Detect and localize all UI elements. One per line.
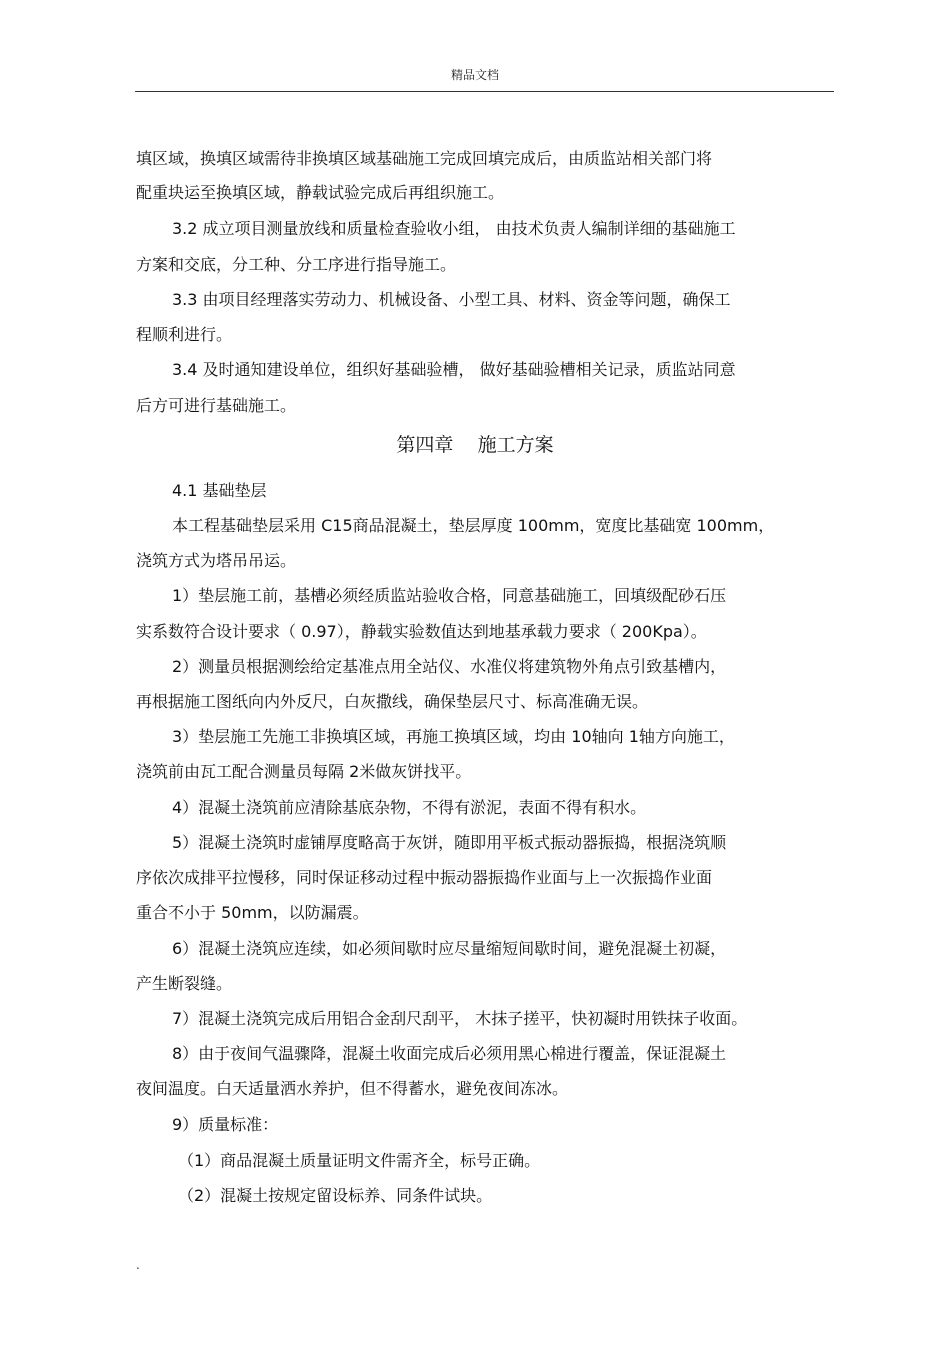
list-item-5: 5）混凝土浇筑时虚铺厚度略高于灰饼，随即用平板式振动器振捣，根据浇筑顺	[172, 833, 727, 852]
list-item-4: 4）混凝土浇筑前应清除基底杂物，不得有淤泥，表面不得有积水。	[172, 798, 647, 817]
section-3-2-line: 3.2 成立项目测量放线和质量检查验收小组， 由技术负责人编制详细的基础施工	[172, 219, 736, 238]
paragraph-line: 浇筑前由瓦工配合测量员每隔 2米做灰饼找平。	[136, 762, 472, 781]
paragraph-line: 重合不小于 50mm，以防漏震。	[136, 903, 369, 922]
list-item-7: 7）混凝土浇筑完成后用铝合金刮尺刮平， 木抹子搓平，快初凝时用铁抹子收面。	[172, 1009, 748, 1028]
paragraph-line: 实系数符合设计要求（ 0.97），静载实验数值达到地基承载力要求（ 200Kpa）。	[136, 622, 707, 641]
paragraph-line: 浇筑方式为塔吊吊运。	[136, 551, 297, 570]
section-3-4-line: 3.4 及时通知建设单位，组织好基础验槽， 做好基础验槽相关记录，质监站同意	[172, 360, 736, 379]
list-item-8: 8）由于夜间气温骤降，混凝土收面完成后必须用黑心棉进行覆盖，保证混凝土	[172, 1044, 727, 1063]
paragraph-line: 本工程基础垫层采用 C15商品混凝土，垫层厚度 100mm，宽度比基础宽 100mm，	[172, 516, 775, 535]
paragraph-line: 方案和交底，分工种、分工序进行指导施工。	[136, 255, 457, 274]
header-divider	[135, 91, 834, 92]
paragraph-line: 序依次成排平拉慢移，同时保证移动过程中振动器振捣作业面与上一次振捣作业面	[136, 868, 713, 887]
section-3-3-line: 3.3 由项目经理落实劳动力、机械设备、小型工具、材料、资金等问题，确保工	[172, 290, 731, 309]
paragraph-line: 配重块运至换填区域，静载试验完成后再组织施工。	[136, 183, 505, 202]
paragraph-line: 夜间温度。白天适量洒水养护，但不得蓄水，避免夜间冻冰。	[136, 1079, 569, 1098]
paragraph-line: 产生断裂缝。	[136, 974, 233, 993]
sub-item-2: （2）混凝土按规定留设标养、同条件试块。	[178, 1186, 493, 1205]
list-item-3: 3）垫层施工先施工非换填区域，再施工换填区域，均由 10轴向 1轴方向施工，	[172, 727, 735, 746]
paragraph-line: 程顺利进行。	[136, 325, 233, 344]
footer-mark: .	[136, 1258, 140, 1272]
list-item-6: 6）混凝土浇筑应连续，如必须间歇时应尽量缩短间歇时间，避免混凝土初凝，	[172, 939, 727, 958]
list-item-1: 1）垫层施工前，基槽必须经质监站验收合格，同意基础施工，回填级配砂石压	[172, 586, 727, 605]
list-item-2: 2）测量员根据测绘给定基准点用全站仪、水准仪将建筑物外角点引致基槽内，	[172, 657, 727, 676]
page-header-title: 精品文档	[450, 68, 499, 82]
list-item-9: 9）质量标准：	[172, 1115, 279, 1134]
paragraph-line: 后方可进行基础施工。	[136, 396, 297, 415]
chapter-heading: 第四章 施工方案	[396, 434, 554, 456]
paragraph-line: 填区域，换填区域需待非换填区域基础施工完成回填完成后，由质监站相关部门将	[136, 149, 713, 168]
section-4-1-heading: 4.1 基础垫层	[172, 481, 267, 500]
sub-item-1: （1）商品混凝土质量证明文件需齐全，标号正确。	[178, 1151, 541, 1170]
paragraph-line: 再根据施工图纸向内外反尺，白灰撒线，确保垫层尺寸、标高准确无误。	[136, 692, 649, 711]
